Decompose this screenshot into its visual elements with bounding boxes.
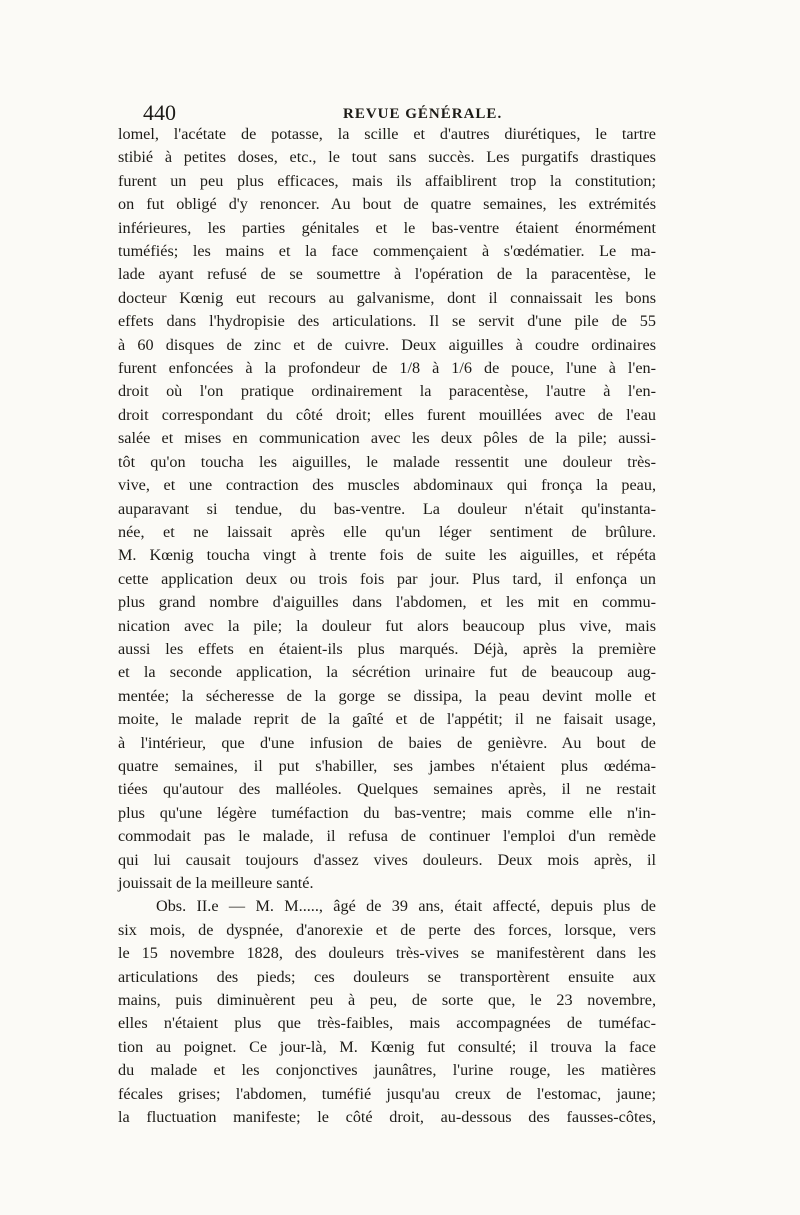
text-line: à 60 disques de zinc et de cuivre. Deux aiguilles à coudre ordinaires	[118, 335, 656, 354]
text-line: lomel, l'acétate de potasse, la scille et d'autres diurétiques, le tartre	[118, 125, 656, 143]
text-line: jouissait de la meilleure santé.	[118, 874, 314, 892]
text-line: qui lui causait toujours d'assez vives douleurs. Deux mois après, il	[118, 850, 656, 869]
text-line: droit correspondant du côté droit; elles furent mouillées avec de l'eau	[118, 405, 656, 424]
text-line: elles n'étaient plus que très-faibles, mais accompagnées de tuméfac-	[118, 1014, 656, 1033]
observation-heading-line: Obs. II.e — M. M....., âgé de 39 ans, était affecté, depuis plus de	[156, 897, 656, 916]
text-line: mentée; la sécheresse de la gorge se dissipa, la peau devint molle et	[118, 686, 656, 705]
text-line: tion au poignet. Ce jour-là, M. Kœnig fut consulté; il trouva la face	[118, 1037, 656, 1056]
text-line: née, et ne laissait après elle qu'un léger sentiment de brûlure.	[118, 522, 656, 541]
text-line: furent enfoncées à la profondeur de 1/8 à 1/6 de pouce, l'une à l'en-	[118, 359, 656, 378]
text-line: lade ayant refusé de se soumettre à l'opération de la paracentèse, le	[118, 265, 656, 284]
text-line: à l'intérieur, que d'une infusion de baies de genièvre. Au bout de	[118, 733, 656, 752]
text-line: auparavant si tendue, du bas-ventre. La douleur n'était qu'instanta-	[118, 499, 656, 518]
text-line: furent un peu plus efficaces, mais ils affaiblirent trop la constitution;	[118, 171, 656, 190]
text-line: aussi les effets en étaient-ils plus marqués. Déjà, après la première	[118, 639, 656, 658]
text-line: six mois, de dyspnée, d'anorexie et de perte des forces, lorsque, vers	[118, 920, 656, 939]
text-line: effets dans l'hydropisie des articulations. Il se servit d'une pile de 55	[118, 312, 656, 331]
text-line: droit où l'on pratique ordinairement la paracentèse, l'autre à l'en-	[118, 382, 656, 401]
text-line: mains, puis diminuèrent peu à peu, de sorte que, le 23 novembre,	[118, 991, 656, 1010]
text-line: articulations des pieds; ces douleurs se transportèrent ensuite aux	[118, 967, 656, 986]
text-line: du malade et les conjonctives jaunâtres, l'urine rouge, les matières	[118, 1061, 656, 1080]
text-line: vive, et une contraction des muscles abdominaux qui fronça la peau,	[118, 476, 656, 495]
text-line: tiées qu'autour des malléoles. Quelques semaines après, il ne restait	[118, 780, 656, 799]
text-line: fécales grises; l'abdomen, tuméfié jusqu'au creux de l'estomac, jaune;	[118, 1084, 656, 1103]
text-line: le 15 novembre 1828, des douleurs très-vives se manifestèrent dans les	[118, 944, 656, 963]
text-line: quatre semaines, il put s'habiller, ses jambes n'étaient plus œdéma-	[118, 756, 656, 775]
text-line: on fut obligé d'y renoncer. Au bout de quatre semaines, les extrémités	[118, 195, 656, 214]
text-line: inférieures, les parties génitales et le bas-ventre étaient énormément	[118, 218, 656, 237]
text-line: stibié à petites doses, etc., le tout sans succès. Les purgatifs drastiques	[118, 148, 656, 167]
text-line: tuméfiés; les mains et la face commençaient à s'œdématier. Le ma-	[118, 242, 656, 261]
text-line: tôt qu'on toucha les aiguilles, le malade ressentit une douleur très-	[118, 452, 656, 471]
running-head: REVUE GÉNÉRALE.	[343, 106, 503, 122]
body-text	[118, 123, 656, 1129]
text-line: cette application deux ou trois fois par jour. Plus tard, il enfonça un	[118, 569, 656, 588]
text-line: docteur Kœnig eut recours au galvanisme, dont il connaissait les bons	[118, 288, 656, 307]
text-line: plus grand nombre d'aiguilles dans l'abdomen, et les mit en commu-	[118, 593, 656, 612]
page-number: 440	[143, 100, 176, 125]
text-line: et la seconde application, la sécrétion urinaire fut de beaucoup aug-	[118, 663, 656, 682]
text-line: plus qu'une légère tuméfaction du bas-ventre; mais comme elle n'in-	[118, 803, 656, 822]
text-line: nication avec la pile; la douleur fut alors beaucoup plus vive, mais	[118, 616, 656, 635]
text-line: la fluctuation manifeste; le côté droit, au-dessous des fausses-côtes,	[118, 1108, 656, 1127]
text-line: M. Kœnig toucha vingt à trente fois de suite les aiguilles, et répéta	[118, 546, 656, 565]
text-line: moite, le malade reprit de la gaîté et de l'appétit; il ne faisait usage,	[118, 710, 656, 729]
text-line: salée et mises en communication avec les deux pôles de la pile; aussi-	[118, 429, 656, 448]
text-line: commodait pas le malade, il refusa de continuer l'emploi d'un remède	[118, 827, 656, 846]
